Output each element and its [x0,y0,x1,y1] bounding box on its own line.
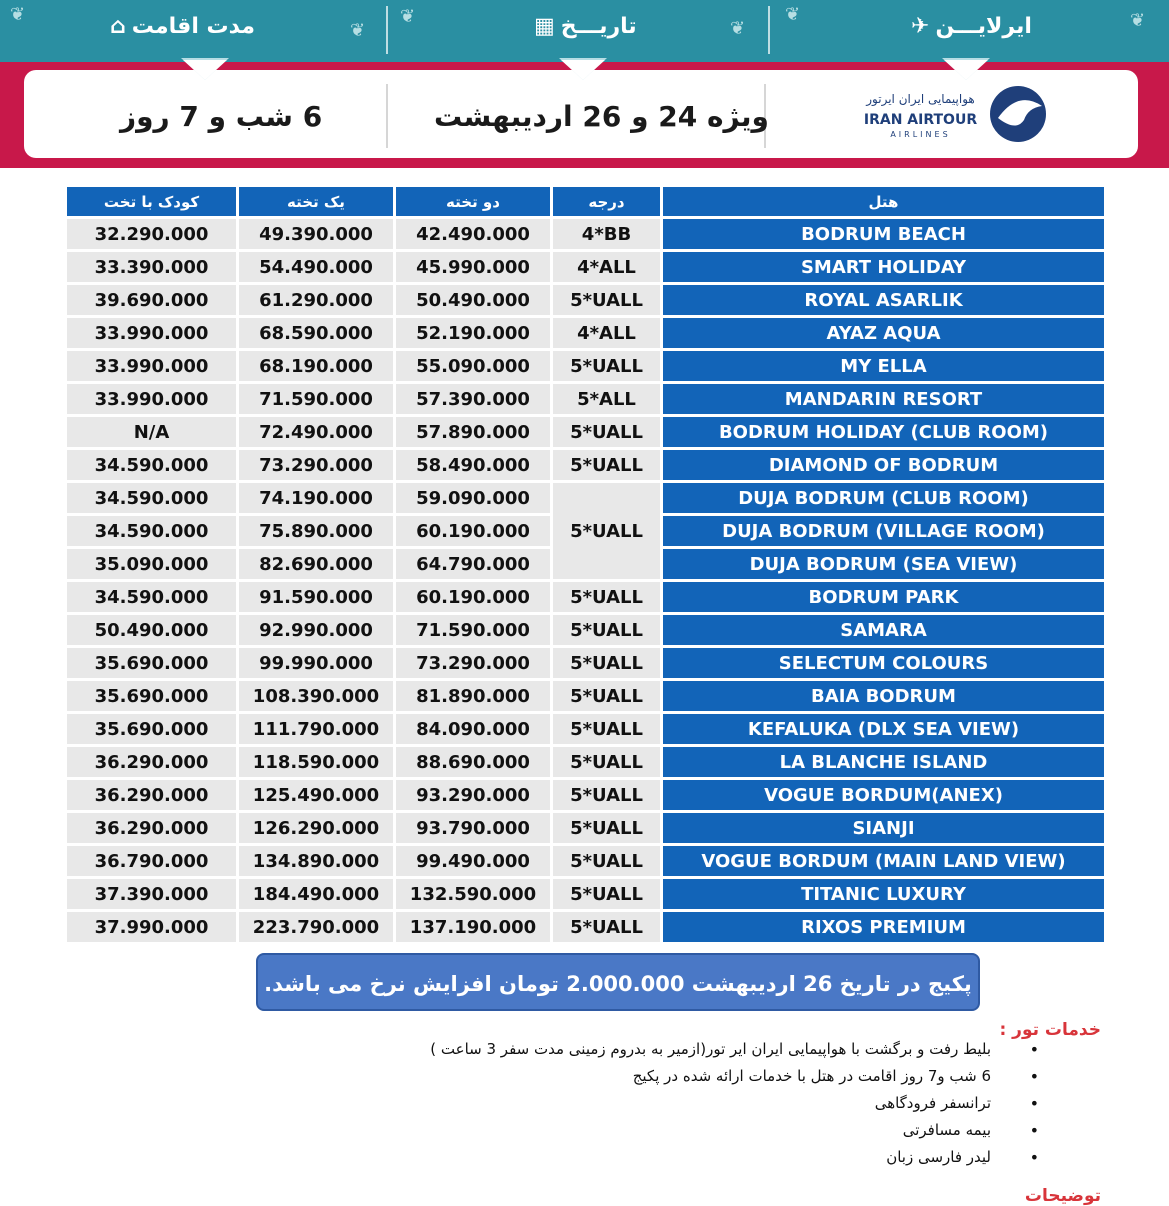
grade-cell: 4*ALL [553,318,660,348]
child-cell: 35.690.000 [67,648,236,678]
double-cell: 84.090.000 [396,714,550,744]
double-cell: 58.490.000 [396,450,550,480]
single-cell: 72.490.000 [239,417,393,447]
hotel-cell: BODRUM PARK [663,582,1104,612]
single-cell: 75.890.000 [239,516,393,546]
grade-cell: 5*UALL [553,846,660,876]
grade-header: درجه [553,187,660,216]
child-cell: 35.090.000 [67,549,236,579]
double-cell: 55.090.000 [396,351,550,381]
single-cell: 111.790.000 [239,714,393,744]
single-header: یک تخته [239,187,393,216]
table-row [67,648,1104,678]
double-header: دو تخته [396,187,550,216]
double-cell: 59.090.000 [396,483,550,513]
double-cell: 99.490.000 [396,846,550,876]
service-item: • ترانسفر فرودگاهی [309,1090,1009,1117]
grade-cell: 5*UALL [553,780,660,810]
double-cell: 93.790.000 [396,813,550,843]
child-cell: 35.690.000 [67,681,236,711]
double-cell: 93.290.000 [396,780,550,810]
hotel-cell: VOGUE BORDUM (MAIN LAND VIEW) [663,846,1104,876]
double-cell: 57.390.000 [396,384,550,414]
double-cell: 50.490.000 [396,285,550,315]
header-tabs-bar [0,0,1169,62]
single-cell: 54.490.000 [239,252,393,282]
single-cell: 74.190.000 [239,483,393,513]
grade-cell: 5*UALL [553,285,660,315]
airline-pointer [944,60,988,80]
stay-pointer [183,60,227,80]
leaf-ornament-icon: ❦ [1130,10,1146,31]
table-row [67,285,1104,315]
hotel-cell: DUJA BODRUM (VILLAGE ROOM) [663,516,1104,546]
table-row [67,912,1104,942]
grade-cell: 5*UALL [553,417,660,447]
single-cell: 68.590.000 [239,318,393,348]
leaf-ornament-icon: ❦ [785,4,801,25]
child-cell: 36.790.000 [67,846,236,876]
double-cell: 57.890.000 [396,417,550,447]
single-cell: 134.890.000 [239,846,393,876]
child-cell: 34.590.000 [67,516,236,546]
hotel-cell: BODRUM BEACH [663,219,1104,249]
leaf-ornament-icon: ❦ [350,20,366,41]
child-cell: 33.990.000 [67,384,236,414]
hotel-cell: DUJA BODRUM (SEA VIEW) [663,549,1104,579]
single-cell: 99.990.000 [239,648,393,678]
date-tab [528,14,637,39]
hotel-cell: LA BLANCHE ISLAND [663,747,1104,777]
service-item: • لیدر فارسی زبان [309,1144,1009,1171]
airline-tab [905,14,1032,39]
child-cell: 33.990.000 [67,318,236,348]
date-pointer [561,60,605,80]
table-row [67,681,1104,711]
airplane-icon: ✈ [911,14,930,39]
leaf-ornament-icon: ❦ [400,6,416,27]
single-cell: 91.590.000 [239,582,393,612]
child-header: کودک با تخت [67,187,236,216]
table-row [67,450,1104,480]
child-cell: 37.990.000 [67,912,236,942]
table-row [67,252,1104,282]
table-row [67,582,1104,612]
hotel-cell: ROYAL ASARLIK [663,285,1104,315]
price-table [64,184,1107,945]
child-cell: 34.590.000 [67,450,236,480]
grade-cell: 5*UALL [553,450,660,480]
date-label: تاریـــخ [560,14,637,39]
double-cell: 137.190.000 [396,912,550,942]
single-cell: 108.390.000 [239,681,393,711]
service-item: • بیمه مسافرتی [309,1117,1009,1144]
double-cell: 81.890.000 [396,681,550,711]
single-cell: 92.990.000 [239,615,393,645]
table-row [67,219,1104,249]
child-cell: 39.690.000 [67,285,236,315]
grade-cell: 5*UALL [553,714,660,744]
double-cell: 88.690.000 [396,747,550,777]
hotel-cell: AYAZ AQUA [663,318,1104,348]
child-cell: 36.290.000 [67,780,236,810]
single-cell: 126.290.000 [239,813,393,843]
hotel-cell: SAMARA [663,615,1104,645]
airline-label: ایرلایـــن [935,14,1032,39]
grade-cell: 5*UALL [553,813,660,843]
hotel-cell: SMART HOLIDAY [663,252,1104,282]
tab-divider [768,6,770,54]
services-list [309,1036,1009,1171]
child-cell: 33.990.000 [67,351,236,381]
tab-divider [386,6,388,54]
single-cell: 223.790.000 [239,912,393,942]
single-cell: 184.490.000 [239,879,393,909]
grade-cell: 5*UALL [553,912,660,942]
child-cell: 50.490.000 [67,615,236,645]
child-cell: 33.390.000 [67,252,236,282]
leaf-ornament-icon: ❦ [730,18,746,39]
child-cell: 36.290.000 [67,813,236,843]
services-title: خدمات تور : [999,1020,1101,1040]
child-cell: 37.390.000 [67,879,236,909]
hotel-cell: VOGUE BORDUM(ANEX) [663,780,1104,810]
child-cell: N/A [67,417,236,447]
child-cell: 34.590.000 [67,582,236,612]
hotel-cell: RIXOS PREMIUM [663,912,1104,942]
child-cell: 36.290.000 [67,747,236,777]
hotel-cell: BODRUM HOLIDAY (CLUB ROOM) [663,417,1104,447]
hotel-cell: KEFALUKA (DLX SEA VIEW) [663,714,1104,744]
airline-logo-fa: هواپیمایی ایران ایرتور [866,92,975,106]
double-cell: 42.490.000 [396,219,550,249]
child-cell: 34.590.000 [67,483,236,513]
double-cell: 52.190.000 [396,318,550,348]
table-row [67,318,1104,348]
child-cell: 32.290.000 [67,219,236,249]
table-row [67,813,1104,843]
airline-logo-sub: AIRLINES [890,130,951,139]
hotel-cell: MY ELLA [663,351,1104,381]
double-cell: 71.590.000 [396,615,550,645]
table-row [67,615,1104,645]
double-cell: 64.790.000 [396,549,550,579]
child-cell: 35.690.000 [67,714,236,744]
service-item: • بلیط رفت و برگشت با هواپیمایی ایران ایر تور(ازمیر به بدروم زمینی مدت سفر 3 ساعت ) [309,1036,1009,1063]
grade-cell: 5*UALL [553,747,660,777]
table-row [67,483,1104,513]
table-row [67,846,1104,876]
info-divider [386,84,388,148]
single-cell: 61.290.000 [239,285,393,315]
grade-cell: 4*ALL [553,252,660,282]
single-cell: 68.190.000 [239,351,393,381]
stay-label: مدت اقامت [131,14,255,39]
leaf-ornament-icon: ❦ [10,4,26,25]
single-cell: 73.290.000 [239,450,393,480]
hotel-cell: DUJA BODRUM (CLUB ROOM) [663,483,1104,513]
grade-cell: 5*UALL [553,648,660,678]
date-value: ویژه 24 و 26 اردیبهشت [434,100,769,133]
hotel-cell: SIANJI [663,813,1104,843]
single-cell: 125.490.000 [239,780,393,810]
hotel-cell: SELECTUM COLOURS [663,648,1104,678]
table-row [67,351,1104,381]
stay-tab [104,14,255,39]
grade-cell: 5*UALL [553,582,660,612]
single-cell: 49.390.000 [239,219,393,249]
grade-cell: 5*UALL [553,483,660,579]
double-cell: 60.190.000 [396,516,550,546]
grade-cell: 5*ALL [553,384,660,414]
double-cell: 45.990.000 [396,252,550,282]
airline-logo [858,84,1058,146]
single-cell: 118.590.000 [239,747,393,777]
service-item: • 6 شب و7 روز اقامت در هتل با خدمات ارائه شده در پکیج [309,1063,1009,1090]
hotel-cell: BAIA BODRUM [663,681,1104,711]
table-row [67,747,1104,777]
grade-cell: 5*UALL [553,615,660,645]
grade-cell: 4*BB [553,219,660,249]
double-cell: 132.590.000 [396,879,550,909]
table-header-row [67,187,1104,216]
double-cell: 60.190.000 [396,582,550,612]
grade-cell: 5*UALL [553,879,660,909]
price-notice: پکیج در تاریخ 26 اردیبهشت 2.000.000 تومان افزایش نرخ می باشد. [256,953,980,1011]
single-cell: 71.590.000 [239,384,393,414]
table-row [67,714,1104,744]
stay-value: 6 شب و 7 روز [120,100,323,133]
single-cell: 82.690.000 [239,549,393,579]
hotel-cell: TITANIC LUXURY [663,879,1104,909]
bed-icon: ⌂ [110,14,126,39]
double-cell: 73.290.000 [396,648,550,678]
hotel-header: هتل [663,187,1104,216]
notes-title: توضیحات [1024,1186,1101,1206]
table-row [67,780,1104,810]
airline-logo-en: IRAN AIRTOUR [863,112,978,128]
grade-cell: 5*UALL [553,351,660,381]
table-row [67,879,1104,909]
table-row [67,384,1104,414]
table-row [67,417,1104,447]
grade-cell: 5*UALL [553,681,660,711]
hotel-cell: MANDARIN RESORT [663,384,1104,414]
calendar-icon: ▦ [534,14,555,39]
hotel-cell: DIAMOND OF BODRUM [663,450,1104,480]
